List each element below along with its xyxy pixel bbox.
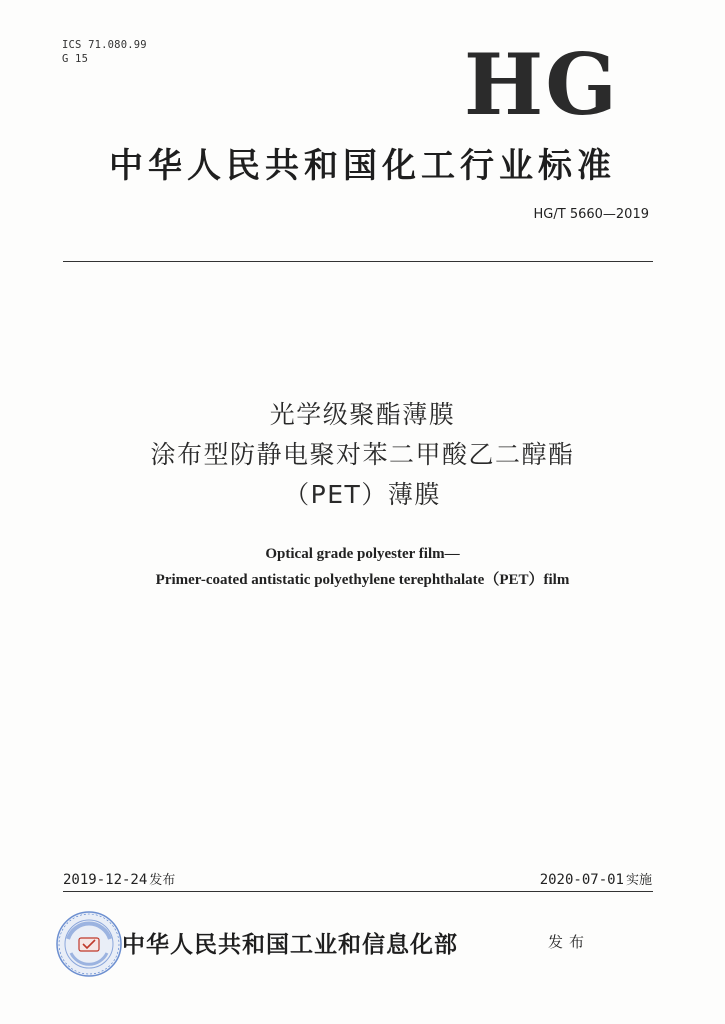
ccs-code: G 15	[62, 53, 89, 65]
classification-codes	[62, 38, 147, 66]
hg-logo: HG	[463, 35, 619, 134]
issue-date: 2019-12-24	[63, 872, 148, 888]
bottom-divider	[63, 891, 653, 892]
issue-date-block	[63, 869, 175, 888]
chinese-title-line-1: 光学级聚酯薄膜	[269, 400, 456, 429]
ics-code: ICS 71.080.99	[62, 39, 147, 51]
chinese-title-line-2: 涂布型防静电聚对苯二甲酸乙二醇酯	[150, 440, 575, 469]
top-divider	[63, 261, 653, 262]
issue-word: 发布	[548, 933, 591, 951]
standard-category-title: 中华人民共和国化工行业标准	[109, 146, 616, 186]
issuing-authority: 中华人民共和国工业和信息化部	[122, 932, 458, 958]
effective-date-label: 实施	[625, 873, 652, 888]
chinese-title-line-3: （PET）薄膜	[284, 480, 441, 509]
certification-seal-icon	[54, 909, 124, 979]
issue-date-label: 发布	[149, 873, 176, 888]
effective-date: 2020-07-01	[539, 872, 624, 888]
standard-number: HG/T 5660—2019	[533, 207, 649, 222]
english-title-line-2: Primer-coated antistatic polyethylene terephthalate（PET）film	[155, 572, 570, 588]
english-title-line-1: Optical grade polyester film—	[265, 546, 460, 562]
effective-date-block	[540, 869, 652, 888]
